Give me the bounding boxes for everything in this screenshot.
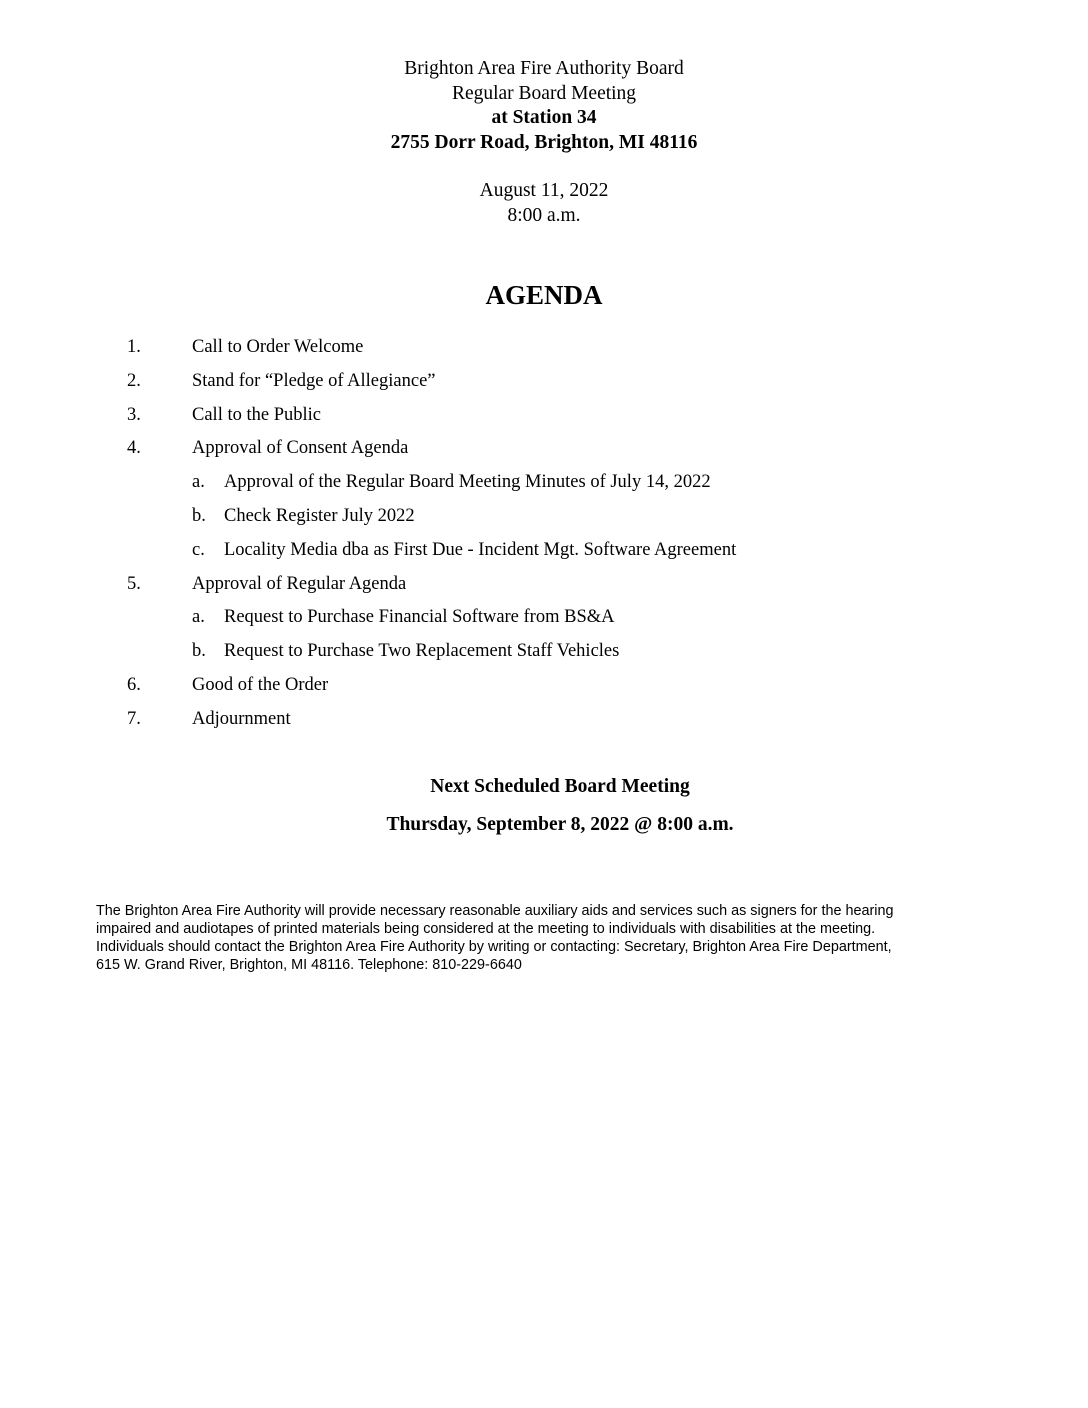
agenda-subitem [0,468,1088,502]
agenda-subitem-letter: a. [192,472,205,493]
agenda-subitem [0,637,1088,671]
agenda-subitem [0,536,1088,570]
agenda-item-text: Call to the Public [192,404,321,425]
agenda-item-number: 4. [127,438,141,459]
agenda-item [0,705,1088,739]
agenda-subitem-text: Request to Purchase Two Replacement Staff Vehicles [224,641,620,662]
agenda-subitem-letter: c. [192,539,205,560]
agenda-item-text: Approval of Regular Agenda [192,573,407,594]
agenda-item-text: Good of the Order [192,674,329,695]
agenda-item [0,367,1088,401]
agenda-item [0,570,1088,604]
meeting-date: August 11, 2022 [479,180,609,201]
notice-line: impaired and audiotapes of printed materials being considered at the meeting to individuals with disabilities at the meeting. [96,921,876,937]
agenda-subitem-text: Check Register July 2022 [224,505,415,526]
agenda-item-number: 7. [127,708,141,729]
meeting-time: 8:00 a.m. [507,204,581,226]
agenda-subitem-text: Request to Purchase Financial Software from BS&A [224,607,615,628]
agenda-subitem-text: Approval of the Regular Board Meeting Minutes of July 14, 2022 [224,472,711,493]
notice-line: Individuals should contact the Brighton Area Fire Authority by writing or contacting: Secretary, Brighton Area Fire Department, [96,939,892,955]
notice-line: The Brighton Area Fire Authority will provide necessary reasonable auxiliary aids and services such as signers for the hearing [96,903,894,919]
meeting-location: at Station 34 [491,107,597,128]
meeting-address: 2755 Dorr Road, Brighton, MI 48116 [390,131,698,153]
agenda-subitem-letter: b. [192,641,206,662]
agenda-item-text: Call to Order Welcome [192,337,364,357]
agenda-item-number: 3. [127,404,141,425]
agenda-subitem [0,502,1088,536]
notice-line: 615 W. Grand River, Brighton, MI 48116. Telephone: 810-229-6640 [96,957,522,973]
agenda-subitem-text: Locality Media dba as First Due - Incident Mgt. Software Agreement [224,539,737,560]
agenda-item-number: 5. [127,573,141,594]
agenda-list [0,333,1088,739]
meeting-datetime [0,179,1088,228]
next-meeting-date: Thursday, September 8, 2022 @ 8:00 a.m. [386,814,734,835]
agenda-item [0,434,1088,468]
agenda-subitem [0,603,1088,637]
meeting-type: Regular Board Meeting [451,82,637,104]
agenda-item [0,333,1088,367]
next-meeting-title: Next Scheduled Board Meeting [430,776,690,797]
agenda-subitem-letter: a. [192,607,205,628]
agenda-title: AGENDA [485,280,603,310]
agenda-item-number: 1. [127,337,141,357]
agenda-item [0,671,1088,705]
agenda-item-text: Approval of Consent Agenda [192,438,409,459]
agenda-item [0,401,1088,435]
document-header [0,57,1088,155]
agenda-subitem-letter: b. [192,505,206,526]
accessibility-notice [96,902,996,974]
agenda-item-number: 6. [127,674,141,695]
agenda-item-number: 2. [127,370,141,391]
agenda-item-text: Adjournment [192,708,291,729]
organization-name: Brighton Area Fire Authority Board [404,58,684,79]
agenda-item-text: Stand for “Pledge of Allegiance” [192,370,436,391]
